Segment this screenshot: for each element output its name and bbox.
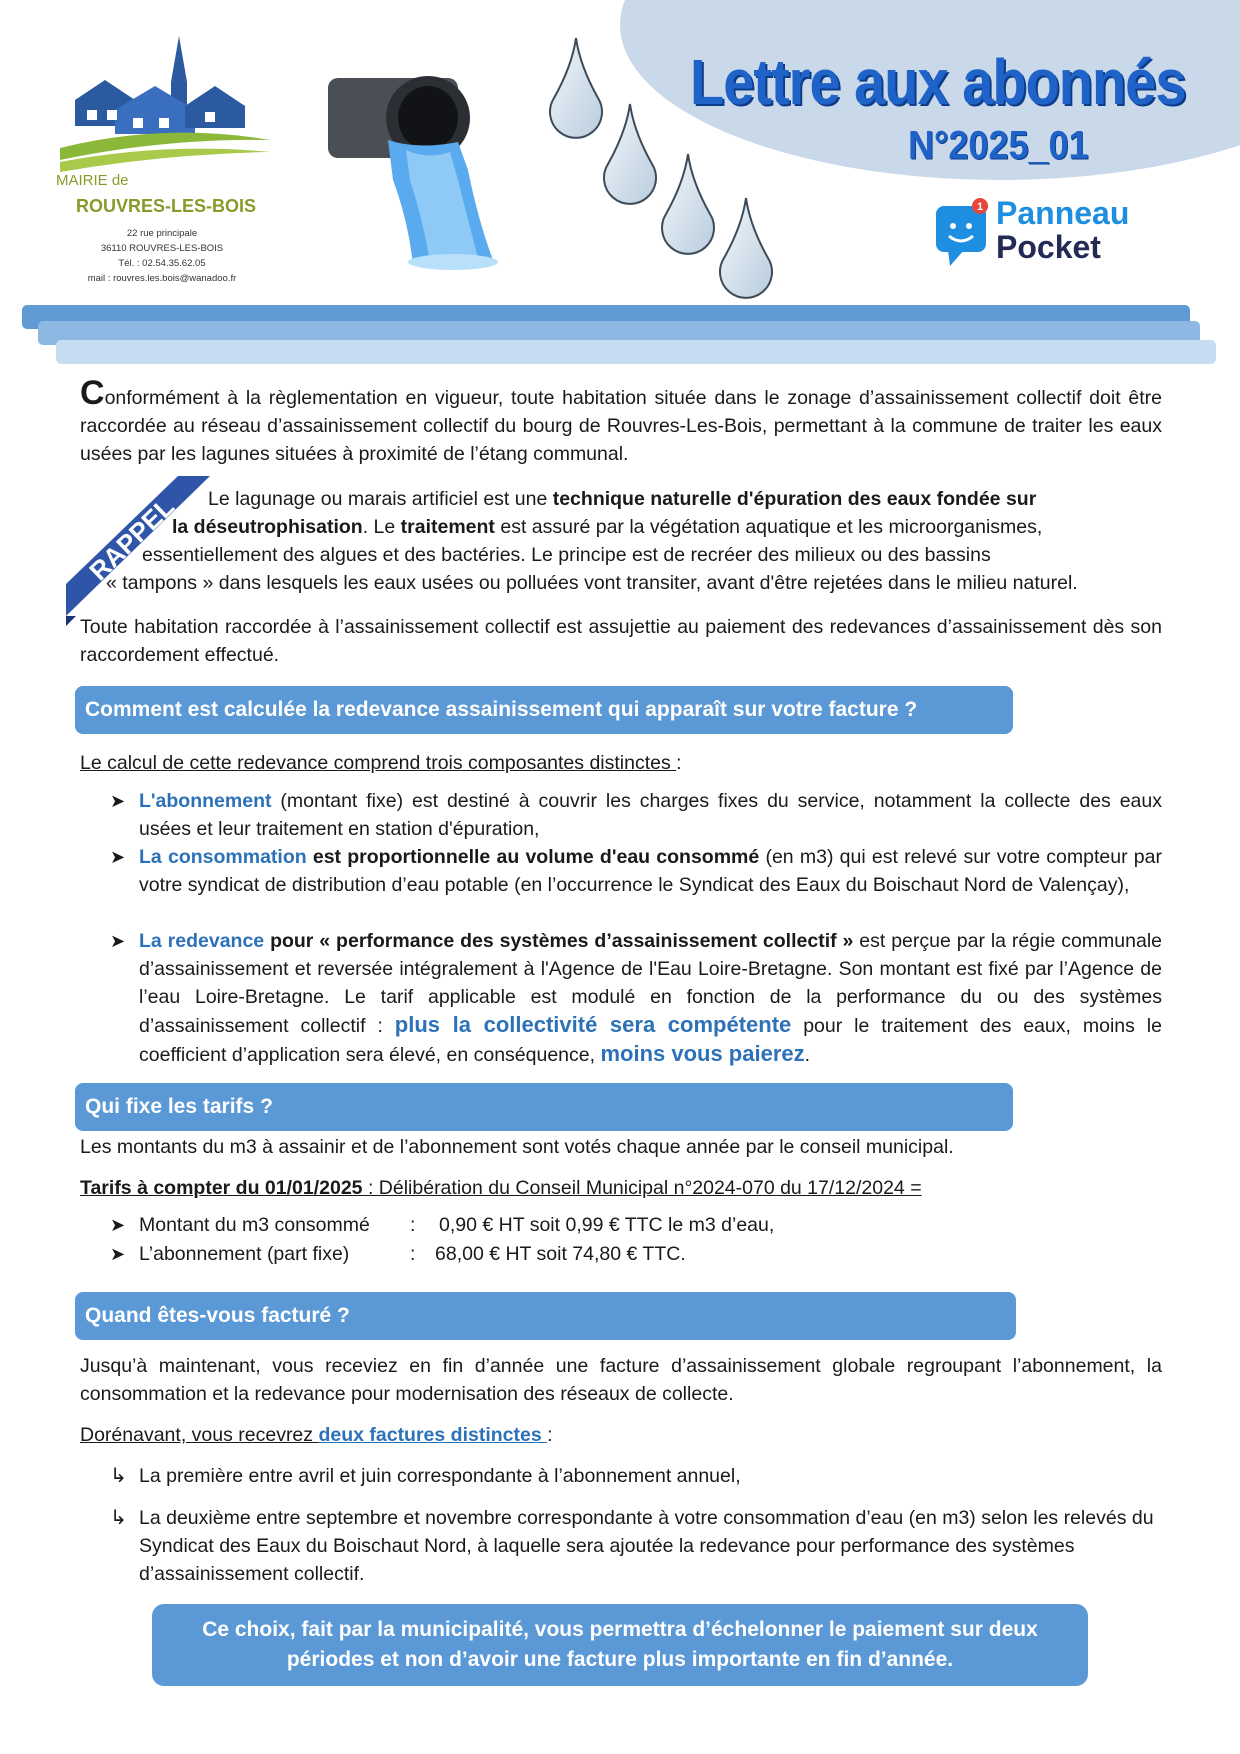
- section-title-calcul: Comment est calculée la redevance assainissement qui apparaît sur votre facture ?: [75, 686, 1013, 734]
- tarifs-paragraph: Les montants du m3 à assainir et de l’abonnement sont votés chaque année par le conseil municipal.: [80, 1136, 954, 1158]
- arrow-bullet-icon: ➤: [110, 847, 126, 867]
- arrow-bullet-icon: ➤: [110, 931, 126, 951]
- rappel-line-4: « tampons » dans lesquels les eaux usées ou polluées vont transiter, avant d'être rejetées dans le milieu naturel.: [106, 572, 1078, 594]
- list-item-abonnement: ➤ L'abonnement (montant fixe) est destiné à couvrir les charges fixes du service, notamment la collecte des eaux usées et leur traitement en station d'épuration,: [110, 787, 1162, 843]
- dropcap: C: [80, 374, 105, 412]
- rappel-text: RAPPEL: [83, 491, 181, 587]
- callout-line-1: Ce choix, fait par la municipalité, vous permettra d’échelonner le paiement sur deux: [202, 1618, 1038, 1641]
- header-bar-3: [56, 340, 1216, 364]
- panneau-pocket-logo: [934, 196, 1164, 272]
- calcul-lead: Le calcul de cette redevance comprend trois composantes distinctes :: [80, 752, 682, 774]
- newsletter-title: Lettre aux abonnés: [690, 45, 1186, 118]
- mairie-town: ROUVRES-LES-BOIS: [76, 196, 257, 216]
- facturation-paragraph: Jusqu’à maintenant, vous receviez en fin d’année une facture d’assainissement globale regroupant l’abonnement, la consommation et la redevance pour modernisation des réseaux de collecte.: [80, 1355, 1162, 1405]
- rappel-line-2: la déseutrophisation. Le traitement est assuré par la végétation aquatique et les microorganismes,: [172, 516, 1043, 538]
- tarif-row-abonnement: ➤ L’abonnement (part fixe) : 68,00 € HT soit 74,80 € TTC.: [110, 1240, 1162, 1268]
- rappel-line-1: Le lagunage ou marais artificiel est une technique naturelle d'épuration des eaux fondée sur: [208, 488, 1037, 510]
- arrow-bullet-icon: ➤: [110, 791, 126, 811]
- mairie-address: 22 rue principale: [126, 228, 198, 239]
- list-item-facture-1: ↳ La première entre avril et juin correspondante à l’abonnement annuel,: [110, 1462, 1162, 1490]
- list-item-facture-2: ↳ La deuxième entre septembre et novembre correspondante à votre consommation d’eau (en m3) selon les relevés du Syndicat des Eaux du Boischaut Nord, à laquelle sera ajoutée la redevance pour performance des systèmes d’assainissement collectif.: [110, 1504, 1162, 1588]
- pocket-text: Pocket: [996, 229, 1101, 265]
- water-pipe-icon: [318, 70, 508, 270]
- arrow-bullet-icon: ➤: [110, 1215, 126, 1235]
- water-drops-icon: [536, 36, 786, 306]
- tarifs-deliberation: Tarifs à compter du 01/01/2025 : Délibération du Conseil Municipal n°2024-070 du 17/12/2024 =: [80, 1177, 922, 1199]
- rappel-line-3: essentiellement des algues et des bactéries. Le principe est de recréer des milieux ou des bassins: [142, 544, 991, 566]
- arrow-hook-icon: ↳: [110, 1507, 127, 1529]
- mairie-city: 36110 ROUVRES-LES-BOIS: [100, 243, 224, 254]
- intro-paragraph: Conformément à la règlementation en vigueur, toute habitation située dans le zonage d’assainissement collectif doit être raccordée au réseau d’assainissement collectif du bourg de Rouvres-Les-Bois, permettant à la commune de traiter les eaux usées par les lagunes situées à proximité de l’étang communal.: [80, 374, 1162, 465]
- tarif-row-m3: ➤ Montant du m3 consommé : 0,90 € HT soit 0,99 € TTC le m3 d’eau,: [110, 1211, 1162, 1239]
- list-item-redevance: ➤ La redevance pour « performance des systèmes d’assainissement collectif » est perçue par la régie communale d’assainissement et reversée intégralement à l'Agence de l'Eau Loire-Bretagne. Son montant est fixé par l’Agence de l’eau Loire-Bretagne. Le tarif applicable est modulé en fonction de la performance du ou des systèmes d’assainissement collectif : plus la collectivité sera compétente pour le traitement des eaux, moins le coefficient d’application sera élevé, en conséquence, moins vous paierez.: [110, 927, 1162, 1069]
- section-title-tarifs: Qui fixe les tarifs ?: [75, 1083, 1013, 1131]
- raccord-paragraph: Toute habitation raccordée à l’assainissement collectif est assujettie au paiement des redevances d’assainissement dès son raccordement effectué.: [80, 616, 1162, 666]
- mairie-phone: Tél. : 02.54.35.62.05: [118, 258, 206, 269]
- callout-line-2: périodes et non d’avoir une facture plus importante en fin d’année.: [286, 1648, 954, 1671]
- issue-number: N°2025_01: [908, 122, 1089, 168]
- section-title-facturation: Quand êtes-vous facturé ?: [75, 1292, 1016, 1340]
- mairie-mail: mail : rouvres.les.bois@wanadoo.fr: [87, 273, 237, 284]
- panneau-badge: 1: [976, 201, 984, 213]
- panneau-pocket-icon: [934, 198, 990, 270]
- list-item-consommation: ➤ La consommation est proportionnelle au volume d'eau consommé (en m3) qui est relevé sur votre compteur par votre syndicat de distribution d’eau potable (en l’occurrence le Syndicat des Eaux du Boischaut Nord de Valençay),: [110, 843, 1162, 899]
- facturation-lead: Dorénavant, vous recevrez deux factures distinctes :: [80, 1424, 553, 1446]
- arrow-hook-icon: ↳: [110, 1465, 127, 1487]
- arrow-bullet-icon: ➤: [110, 1244, 126, 1264]
- callout-box: [152, 1604, 1088, 1686]
- panneau-text: Panneau: [996, 195, 1130, 231]
- mairie-label: MAIRIE de: [56, 172, 129, 189]
